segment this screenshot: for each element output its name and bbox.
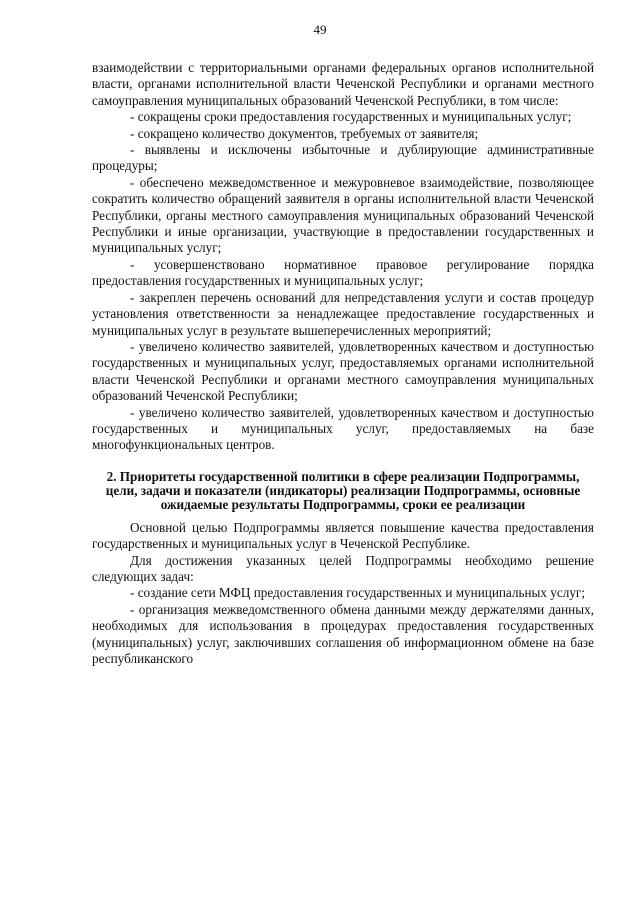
document-body <box>92 60 594 667</box>
paragraph: - обеспечено межведомственное и межуровневое взаимодействие, позволяющее сократить количество обращений заявителя в органы исполнительной власти Чеченской Республики, органы местного самоуправления муниципальных образований Чеченской Республики и иные организации, участвующие в предоставлении государственных и муниципальных услуг; <box>92 174 594 256</box>
paragraph: - организация межведомственного обмена данными между держателями данных, необходимых для использования в процедурах предоставления государственных (муниципальных) услуг, заключивших соглашения об информационном обмене на базе республиканского <box>92 601 594 666</box>
paragraph: - сокращены сроки предоставления государственных и муниципальных услуг; <box>130 109 572 125</box>
paragraph: - увеличено количество заявителей, удовлетворенных качеством и доступностью государственных и муниципальных услуг, предоставляемых органами исполнительной власти Чеченской Республики и органами местного самоуправления муниципальных образований Чеченской Республики; <box>92 338 594 404</box>
paragraph: - выявлены и исключены избыточные и дублирующие административные процедуры; <box>92 142 594 174</box>
paragraph: - усовершенствовано нормативное правовое регулирование порядка предоставления государственных и муниципальных услуг; <box>92 256 594 289</box>
paragraph: - увеличено количество заявителей, удовлетворенных качеством и доступностью государственных и муниципальных услуг, предоставляемых на базе многофункциональных центров. <box>92 404 594 453</box>
paragraph: взаимодействии с территориальными органами федеральных органов исполнительной власти, органами исполнительной власти Чеченской Республики и органами местного самоуправления муниципальных образований Чеченской Республики, в том числе: <box>92 60 594 108</box>
paragraph: - закреплен перечень оснований для непредставления услуги и состав процедур установления ответственности за ненадлежащее предоставление государственных и муниципальных услуг в результате вышеперечисленных мероприятий; <box>92 289 594 338</box>
paragraph: - сокращено количество документов, требуемых от заявителя; <box>130 125 479 141</box>
paragraph: - создание сети МФЦ предоставления государственных и муниципальных услуг; <box>130 585 585 601</box>
section-heading: 2. Приоритеты государственной политики в сфере реализации Подпрограммы, цели, задачи и показатели (индикаторы) реализации Подпрограммы, основные ожидаемые результаты Подпрограммы, сроки ее реализации <box>105 468 581 512</box>
paragraph: Для достижения указанных целей Подпрограммы необходимо решение следующих задач: <box>92 552 594 584</box>
paragraph: Основной целью Подпрограммы является повышение качества предоставления государственных и муниципальных услуг в Чеченской Республике. <box>92 519 594 552</box>
page-number: 49 <box>313 22 327 37</box>
